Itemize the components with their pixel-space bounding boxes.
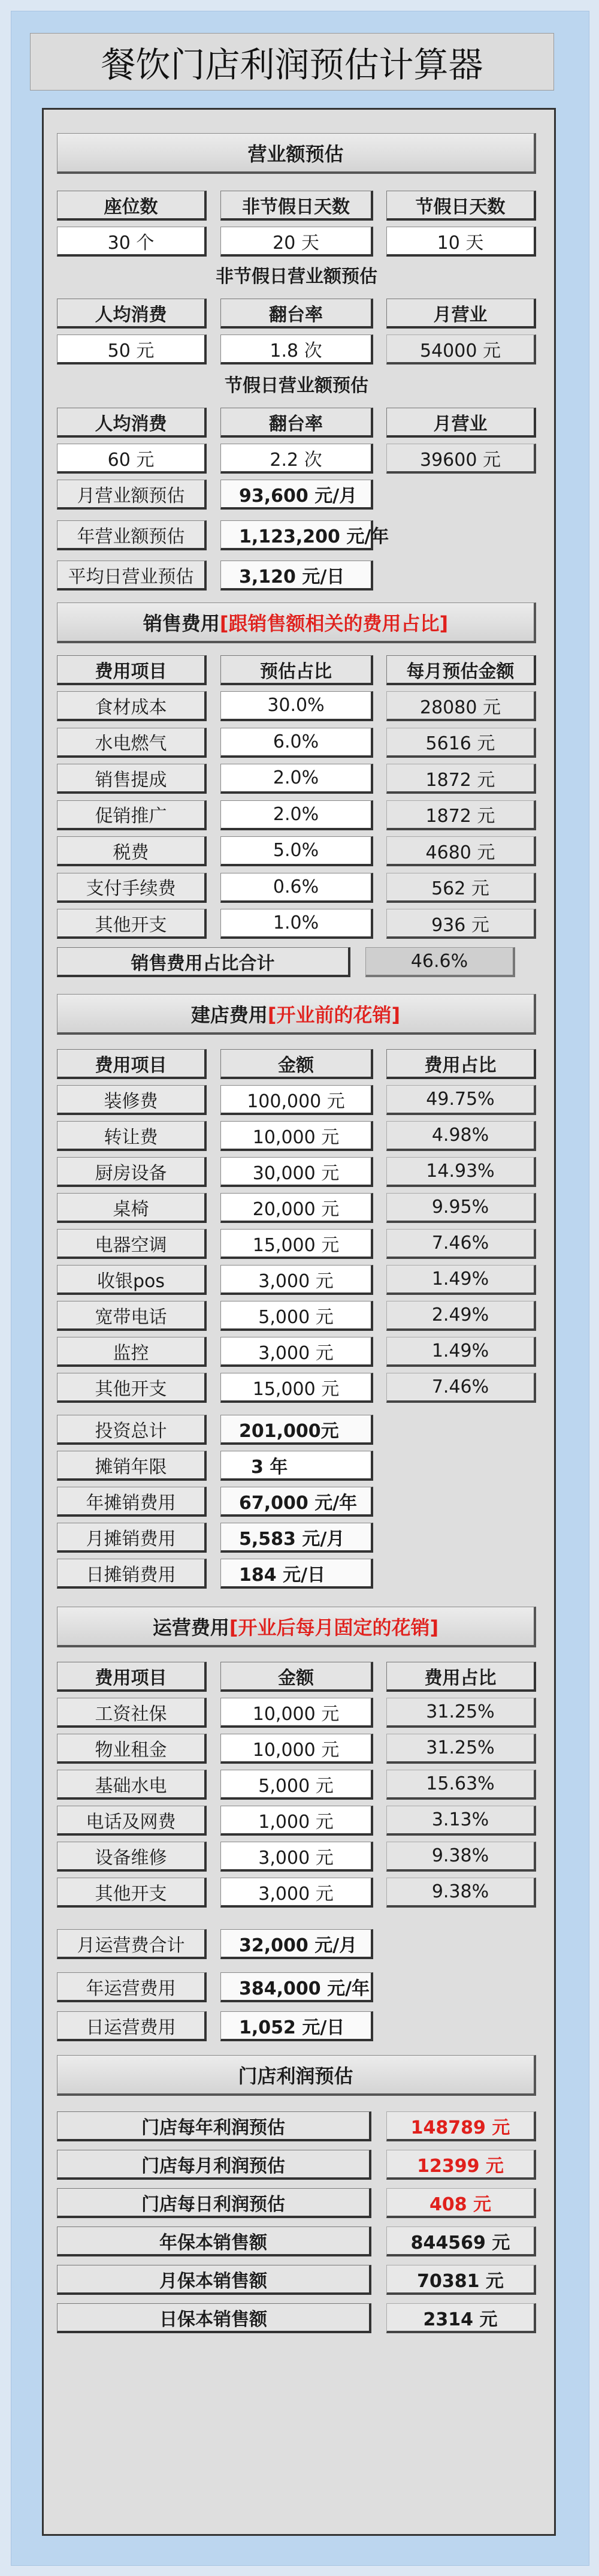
setup-row-ratio: 7.46% [386, 1229, 536, 1259]
sales-row-amount: 4680 元 [386, 836, 536, 866]
operating-col-header-2: 费用占比 [386, 1662, 536, 1692]
sales-total-value: 46.6% [365, 947, 515, 977]
setup-row-amount-input[interactable]: 15,000 元 [220, 1373, 373, 1403]
holiday-value-2: 39600 元 [386, 444, 536, 474]
setup-row-amount-input[interactable]: 3,000 元 [220, 1265, 373, 1295]
setup-row-amount-input[interactable]: 10,000 元 [220, 1121, 373, 1151]
setup-summary-value: 184 元/日 [220, 1559, 373, 1589]
revenue-input-0[interactable]: 30 个 [57, 227, 207, 257]
weekday-col-header-0: 人均消费 [57, 299, 207, 329]
operating-row-item: 物业租金 [57, 1734, 207, 1764]
revenue-summary-value: 1,123,200 元/年 [220, 520, 373, 550]
setup-row-item: 厨房设备 [57, 1157, 207, 1187]
setup-col-header-0: 费用项目 [57, 1049, 207, 1079]
operating-section-header-title: 运营费用 [152, 1616, 229, 1639]
setup-row-ratio: 14.93% [386, 1157, 536, 1187]
setup-col-header-2: 费用占比 [386, 1049, 536, 1079]
setup-row-amount-input[interactable]: 100,000 元 [220, 1085, 373, 1115]
profit-row-value: 408 元 [386, 2188, 536, 2218]
setup-row-item: 宽带电话 [57, 1301, 207, 1331]
revenue-section-header [57, 133, 536, 174]
sales-row-amount: 5616 元 [386, 728, 536, 758]
sales-col-header-1: 预估占比 [220, 655, 373, 685]
profit-row-value: 844569 元 [386, 2226, 536, 2256]
sales-total-label: 销售费用占比合计 [57, 947, 350, 977]
revenue-input-1[interactable]: 20 天 [220, 227, 373, 257]
setup-row-ratio: 49.75% [386, 1085, 536, 1115]
setup-summary-label: 摊销年限 [57, 1451, 207, 1481]
weekday-value-1[interactable]: 1.8 次 [220, 335, 373, 364]
sales-row-item: 税费 [57, 836, 207, 866]
revenue-summary-label: 平均日营业预估 [57, 561, 207, 590]
setup-summary-value: 5,583 元/月 [220, 1523, 373, 1553]
operating-row-ratio: 9.38% [386, 1878, 536, 1908]
operating-col-header-0: 费用项目 [57, 1662, 207, 1692]
setup-row-item: 监控 [57, 1337, 207, 1367]
sales-row-item: 水电燃气 [57, 728, 207, 758]
operating-summary-value: 1,052 元/日 [220, 2011, 373, 2041]
profit-row-value: 148789 元 [386, 2111, 536, 2141]
setup-summary-value: 67,000 元/年 [220, 1487, 373, 1517]
revenue-summary-label: 年营业额预估 [57, 520, 207, 550]
operating-row-amount-input[interactable]: 10,000 元 [220, 1734, 373, 1764]
operating-summary-label: 年运营费用 [57, 1972, 207, 2002]
profit-row-label: 月保本销售额 [57, 2265, 371, 2295]
revenue-input-2[interactable]: 10 天 [386, 227, 536, 257]
operating-row-amount-input[interactable]: 3,000 元 [220, 1878, 373, 1908]
sales-row-ratio-input[interactable]: 6.0% [220, 728, 373, 758]
profit-row-value: 70381 元 [386, 2265, 536, 2295]
sales-row-ratio-input[interactable]: 2.0% [220, 800, 373, 830]
holiday-col-header-1: 翻台率 [220, 408, 373, 438]
setup-section-header-note: [开业前的花销] [267, 1003, 401, 1026]
setup-section-header [57, 994, 536, 1035]
setup-summary-label: 年摊销费用 [57, 1487, 207, 1517]
sales-section-header [57, 602, 536, 643]
operating-summary-label: 日运营费用 [57, 2011, 207, 2041]
operating-row-item: 电话及网费 [57, 1806, 207, 1836]
weekday-subheader: 非节假日营业额预估 [57, 258, 536, 291]
setup-section-header-title: 建店费用 [190, 1003, 268, 1026]
setup-summary-value: 201,000元 [220, 1415, 373, 1445]
operating-row-amount-input[interactable]: 5,000 元 [220, 1770, 373, 1800]
operating-row-ratio: 31.25% [386, 1698, 536, 1728]
setup-summary-label: 日摊销费用 [57, 1559, 207, 1589]
operating-section-header-note: [开业后每月固定的花销] [229, 1616, 439, 1639]
operating-row-ratio: 15.63% [386, 1770, 536, 1800]
setup-row-item: 转让费 [57, 1121, 207, 1151]
sales-section-header-note: [跟销售额相关的费用占比] [219, 611, 449, 635]
setup-row-item: 其他开支 [57, 1373, 207, 1403]
sales-row-item: 食材成本 [57, 691, 207, 721]
operating-row-item: 基础水电 [57, 1770, 207, 1800]
sales-row-ratio-input[interactable]: 0.6% [220, 873, 373, 903]
setup-row-amount-input[interactable]: 15,000 元 [220, 1229, 373, 1259]
sales-row-item: 销售提成 [57, 764, 207, 794]
operating-col-header-1: 金额 [220, 1662, 373, 1692]
operating-row-ratio: 31.25% [386, 1734, 536, 1764]
sales-row-amount: 562 元 [386, 873, 536, 903]
holiday-value-1[interactable]: 2.2 次 [220, 444, 373, 474]
revenue-col-header-0: 座位数 [57, 191, 207, 221]
sales-row-item: 促销推广 [57, 800, 207, 830]
profit-row-value: 2314 元 [386, 2303, 536, 2333]
weekday-value-0[interactable]: 50 元 [57, 335, 207, 364]
operating-row-amount-input[interactable]: 10,000 元 [220, 1698, 373, 1728]
revenue-summary-value: 93,600 元/月 [220, 480, 373, 510]
profit-row-value: 12399 元 [386, 2150, 536, 2180]
revenue-col-header-1: 非节假日天数 [220, 191, 373, 221]
operating-row-amount-input[interactable]: 1,000 元 [220, 1806, 373, 1836]
sales-row-item: 支付手续费 [57, 873, 207, 903]
holiday-col-header-2: 月营业 [386, 408, 536, 438]
setup-row-amount-input[interactable]: 30,000 元 [220, 1157, 373, 1187]
weekday-value-2: 54000 元 [386, 335, 536, 364]
profit-row-label: 日保本销售额 [57, 2303, 371, 2333]
revenue-col-header-2: 节假日天数 [386, 191, 536, 221]
operating-summary-value: 384,000 元/年 [220, 1972, 373, 2002]
profit-row-label: 门店每月利润预估 [57, 2150, 371, 2180]
operating-row-item: 其他开支 [57, 1878, 207, 1908]
sales-row-amount: 936 元 [386, 909, 536, 939]
weekday-col-header-2: 月营业 [386, 299, 536, 329]
profit-row-label: 门店每年利润预估 [57, 2111, 371, 2141]
sales-row-ratio-input[interactable]: 2.0% [220, 764, 373, 794]
amortization-years-input[interactable]: 3 年 [220, 1451, 373, 1481]
sales-row-amount: 1872 元 [386, 800, 536, 830]
setup-row-ratio: 2.49% [386, 1301, 536, 1331]
operating-summary-label: 月运营费合计 [57, 1929, 207, 1959]
sales-row-amount: 28080 元 [386, 691, 536, 721]
setup-row-item: 桌椅 [57, 1193, 207, 1223]
setup-summary-label: 投资总计 [57, 1415, 207, 1445]
setup-row-ratio: 9.95% [386, 1193, 536, 1223]
setup-row-amount-input[interactable]: 3,000 元 [220, 1337, 373, 1367]
page-title: 餐饮门店利润预估计算器 [30, 33, 554, 91]
operating-row-ratio: 9.38% [386, 1842, 536, 1872]
operating-row-item: 设备维修 [57, 1842, 207, 1872]
setup-row-ratio: 1.49% [386, 1265, 536, 1295]
revenue-section-header-title: 营业额预估 [247, 142, 344, 165]
sales-row-amount: 1872 元 [386, 764, 536, 794]
holiday-subheader: 节假日营业额预估 [57, 367, 536, 400]
profit-section-header-title: 门店利润预估 [238, 2064, 353, 2087]
operating-row-amount-input[interactable]: 3,000 元 [220, 1842, 373, 1872]
profit-section-header [57, 2055, 536, 2096]
setup-row-item: 装修费 [57, 1085, 207, 1115]
sales-col-header-2: 每月预估金额 [386, 655, 536, 685]
revenue-summary-value: 3,120 元/日 [220, 561, 373, 590]
setup-row-item: 收银pos [57, 1265, 207, 1295]
setup-row-item: 电器空调 [57, 1229, 207, 1259]
setup-summary-label: 月摊销费用 [57, 1523, 207, 1553]
profit-row-label: 门店每日利润预估 [57, 2188, 371, 2218]
setup-row-ratio: 7.46% [386, 1373, 536, 1403]
revenue-summary-label: 月营业额预估 [57, 480, 207, 510]
profit-row-label: 年保本销售额 [57, 2226, 371, 2256]
operating-row-item: 工资社保 [57, 1698, 207, 1728]
operating-summary-value: 32,000 元/月 [220, 1929, 373, 1959]
sales-section-header-title: 销售费用 [143, 611, 220, 635]
setup-col-header-1: 金额 [220, 1049, 373, 1079]
setup-row-ratio: 4.98% [386, 1121, 536, 1151]
operating-row-ratio: 3.13% [386, 1806, 536, 1836]
sales-col-header-0: 费用项目 [57, 655, 207, 685]
weekday-col-header-1: 翻台率 [220, 299, 373, 329]
setup-row-ratio: 1.49% [386, 1337, 536, 1367]
setup-row-amount-input[interactable]: 5,000 元 [220, 1301, 373, 1331]
setup-row-amount-input[interactable]: 20,000 元 [220, 1193, 373, 1223]
sales-row-ratio-input[interactable]: 30.0% [220, 691, 373, 721]
holiday-value-0[interactable]: 60 元 [57, 444, 207, 474]
sales-row-ratio-input[interactable]: 5.0% [220, 836, 373, 866]
sales-row-item: 其他开支 [57, 909, 207, 939]
sales-row-ratio-input[interactable]: 1.0% [220, 909, 373, 939]
holiday-col-header-0: 人均消费 [57, 408, 207, 438]
operating-section-header [57, 1607, 536, 1647]
